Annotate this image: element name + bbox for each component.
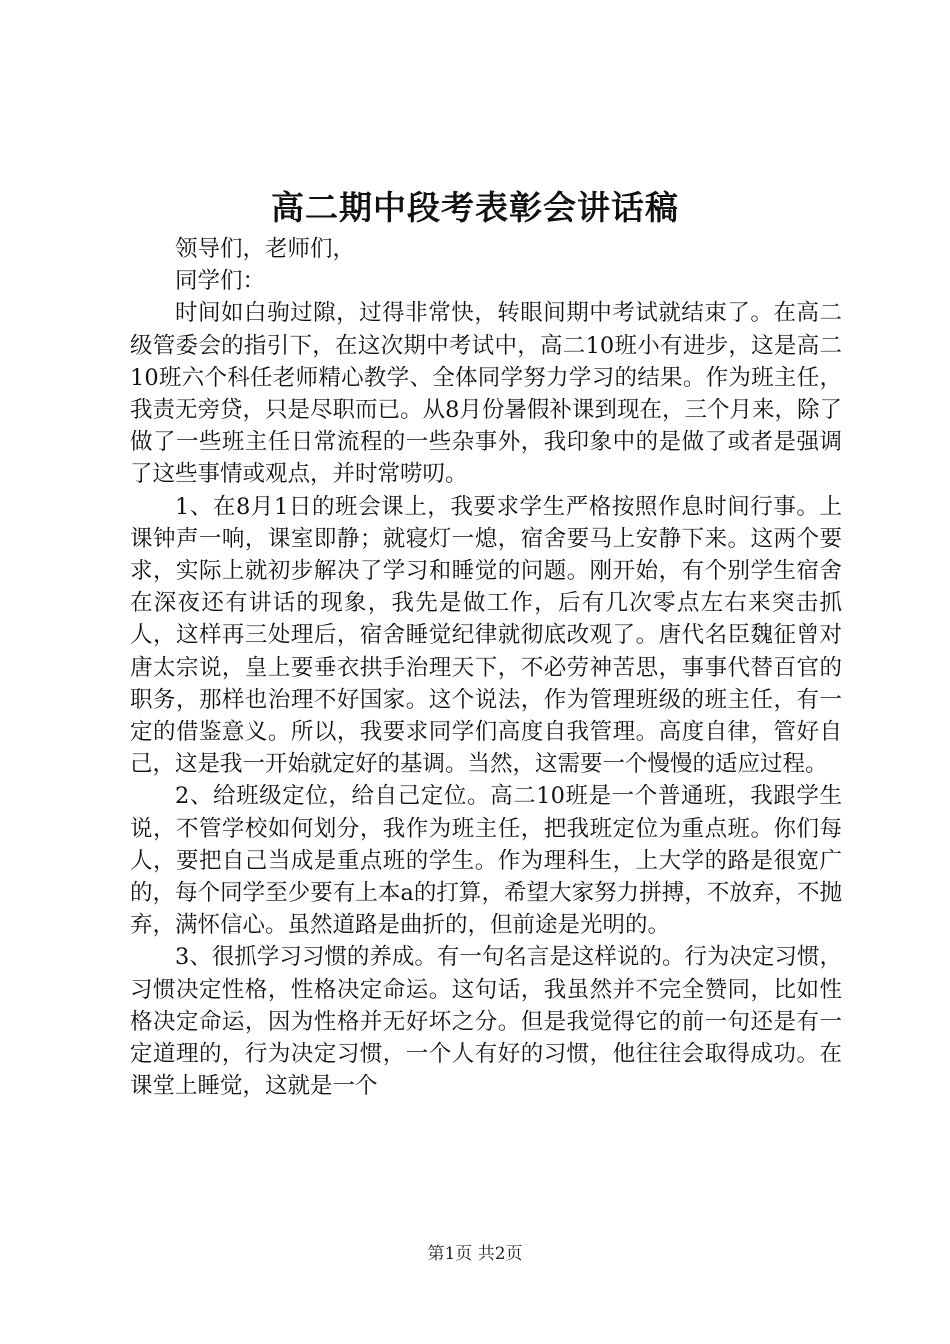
body-paragraph: 2、给班级定位，给自己定位。高二10班是一个普通班，我跟学生说，不管学校如何划分，我作为班主任，把我班定位为重点班。你们每人，要把自己当成是重点班的学生。作为理科生，上大学的路是很宽广的，每个同学至少要有上本a的打算，希望大家努力拼搏，不放弃，不抛弃，满怀信心。虽然道路是曲折的，但前途是光明的。 xyxy=(130,783,842,939)
document-body xyxy=(130,233,842,1102)
body-paragraph: 3、很抓学习习惯的养成。有一句名言是这样说的。行为决定习惯，习惯决定性格，性格决定命运。这句话，我虽然并不完全赞同，比如性格决定命运，因为性格并无好坏之分。但是我觉得它的前一句还是有一定道理的，行为决定习惯，一个人有好的习惯，他往往会取得成功。在课堂上睡觉，这就是一个 xyxy=(130,944,842,1100)
document-title: 高二期中段考表彰会讲话稿 xyxy=(271,188,679,227)
body-paragraph: 1、在8月1日的班会课上，我要求学生严格按照作息时间行事。上课钟声一响，课室即静；就寝灯一熄，宿舍要马上安静下来。这两个要求，实际上就初步解决了学习和睡觉的问题。刚开始，有个别学生宿舍在深夜还有讲话的现象，我先是做工作，后有几次零点左右来突击抓人，这样再三处理后，宿舍睡觉纪律就彻底改观了。唐代名臣魏征曾对唐太宗说，皇上要垂衣拱手治理天下，不必劳神苦思，事事代替百官的职务，那样也治理不好国家。这个说法，作为管理班级的班主任，有一定的借鉴意义。所以，我要求同学们高度自我管理。高度自律，管好自己，这是我一开始就定好的基调。当然，这需要一个慢慢的适应过程。 xyxy=(130,493,842,778)
salutation-line: 领导们，老师们， xyxy=(175,236,356,262)
salutation-line: 同学们： xyxy=(175,268,266,295)
body-paragraph: 时间如白驹过隙，过得非常快，转眼间期中考试就结束了。在高二级管委会的指引下，在这次期中考试中，高二10班小有进步，这是高二10班六个科任老师精心教学、全体同学努力学习的结果。作为班主任，我责无旁贷，只是尽职而已。从8月份暑假补课到现在，三个月来，除了做了一些班主任日常流程的一些杂事外，我印象中的是做了或者是强调了这些事情或观点，并时常唠叨。 xyxy=(130,300,842,488)
page-number-footer: 第1页 共2页 xyxy=(427,1244,523,1264)
